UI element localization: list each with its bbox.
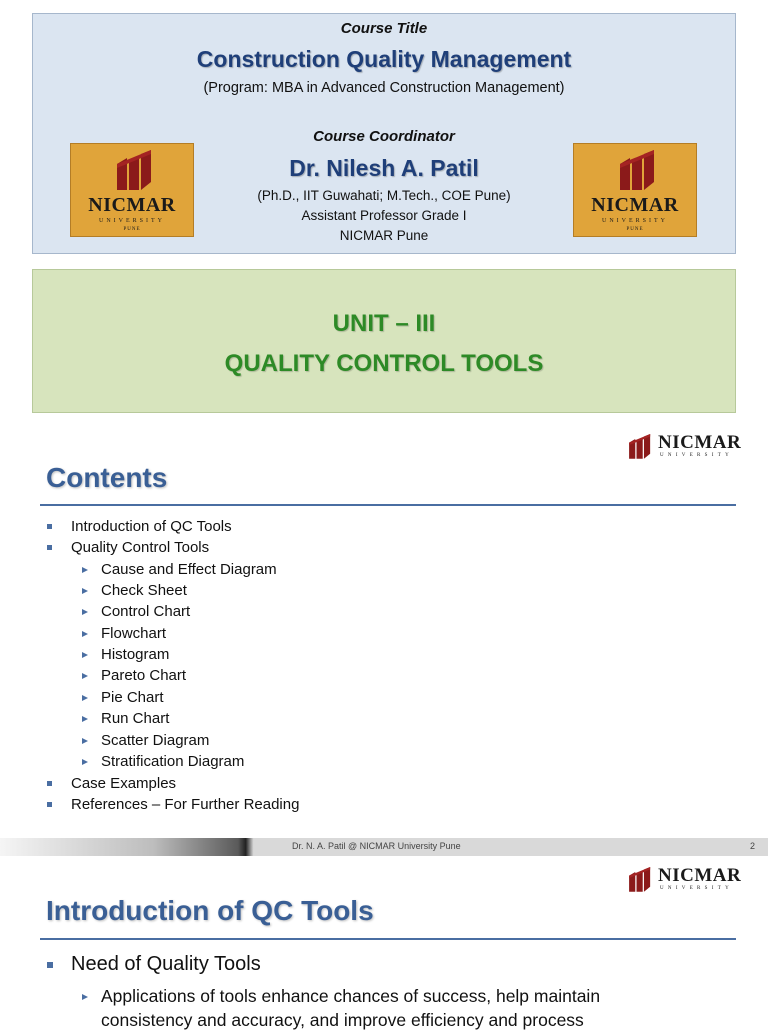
list-item: Introduction of QC Tools [71,518,232,535]
institute-text: NICMAR Pune [339,228,429,243]
list-item: Check Sheet [101,582,187,599]
list-item: Case Examples [71,775,177,792]
bullet-arrow-icon [82,609,88,615]
coordinator-label: Course Coordinator [313,128,455,145]
logo-city: PUNE [626,227,644,232]
list-item: Flowchart [101,625,167,642]
unit-box [32,269,736,413]
list-item: Scatter Diagram [101,732,210,749]
list-item: Pareto Chart [101,667,187,684]
list-item: Histogram [101,646,170,663]
list-item: Run Chart [101,710,170,727]
bullet-arrow-icon [82,738,88,744]
coordinator-name: Dr. Nilesh A. Patil [289,155,479,181]
logo-name: NICMAR [658,432,742,453]
nicmar-logo-right [573,143,697,237]
unit-number: UNIT – III [332,310,436,337]
intro-sub-line1: Applications of tools enhance chances of success, help maintain [101,986,601,1006]
list-item: Cause and Effect Diagram [101,561,277,578]
list-item: Pie Chart [101,689,164,706]
logo-name: NICMAR [591,194,679,216]
logo-name: NICMAR [88,194,176,216]
course-title-label: Course Title [340,20,428,37]
program-text: (Program: MBA in Advanced Construction Management) [203,80,565,96]
intro-heading: Introduction of QC Tools [46,895,374,926]
slide-footer [0,838,768,856]
nicmar-emblem-icon [626,867,652,893]
bullet-square-icon [47,781,52,786]
bullet-square-icon [47,962,53,968]
course-name: Construction Quality Management [196,46,572,72]
intro-bullet: Need of Quality Tools [71,953,261,975]
bullet-arrow-icon [82,695,88,701]
unit-title: QUALITY CONTROL TOOLS [224,350,544,377]
bullet-square-icon [47,545,52,550]
intro-sub-line2: consistency and accuracy, and improve efficiency and process [101,1010,584,1030]
bullet-square-icon [47,524,52,529]
logo-subtitle: UNIVERSITY [99,218,165,224]
nicmar-logo-left [70,143,194,237]
heading-rule [40,504,736,506]
list-item: Quality Control Tools [71,539,210,556]
bullet-arrow-icon [82,994,88,1000]
logo-city: PUNE [123,227,141,232]
heading-rule [40,938,736,940]
course-title-box [32,13,736,254]
footer-text: Dr. N. A. Patil @ NICMAR University Pune [292,841,461,851]
logo-subtitle: UNIVERSITY [660,886,733,891]
logo-subtitle: UNIVERSITY [660,453,733,458]
bullet-arrow-icon [82,631,88,637]
bullet-arrow-icon [82,567,88,573]
bullet-arrow-icon [82,652,88,658]
bullet-arrow-icon [82,759,88,765]
bullet-square-icon [47,802,52,807]
page-number: 2 [750,841,756,851]
logo-subtitle: UNIVERSITY [602,218,668,224]
bullet-arrow-icon [82,673,88,679]
contents-heading: Contents [46,462,168,493]
bullet-arrow-icon [82,588,88,594]
designation-text: Assistant Professor Grade I [301,208,467,223]
logo-name: NICMAR [658,865,742,886]
nicmar-emblem-icon [113,150,153,192]
list-item: Control Chart [101,603,191,620]
nicmar-emblem-icon [616,150,656,192]
nicmar-header-logo [626,432,766,462]
list-item: Stratification Diagram [101,753,245,770]
list-item: References – For Further Reading [71,796,300,813]
credentials-text: (Ph.D., IIT Guwahati; M.Tech., COE Pune) [257,188,511,203]
bullet-arrow-icon [82,716,88,722]
nicmar-header-logo [626,865,766,895]
nicmar-emblem-icon [626,434,652,460]
